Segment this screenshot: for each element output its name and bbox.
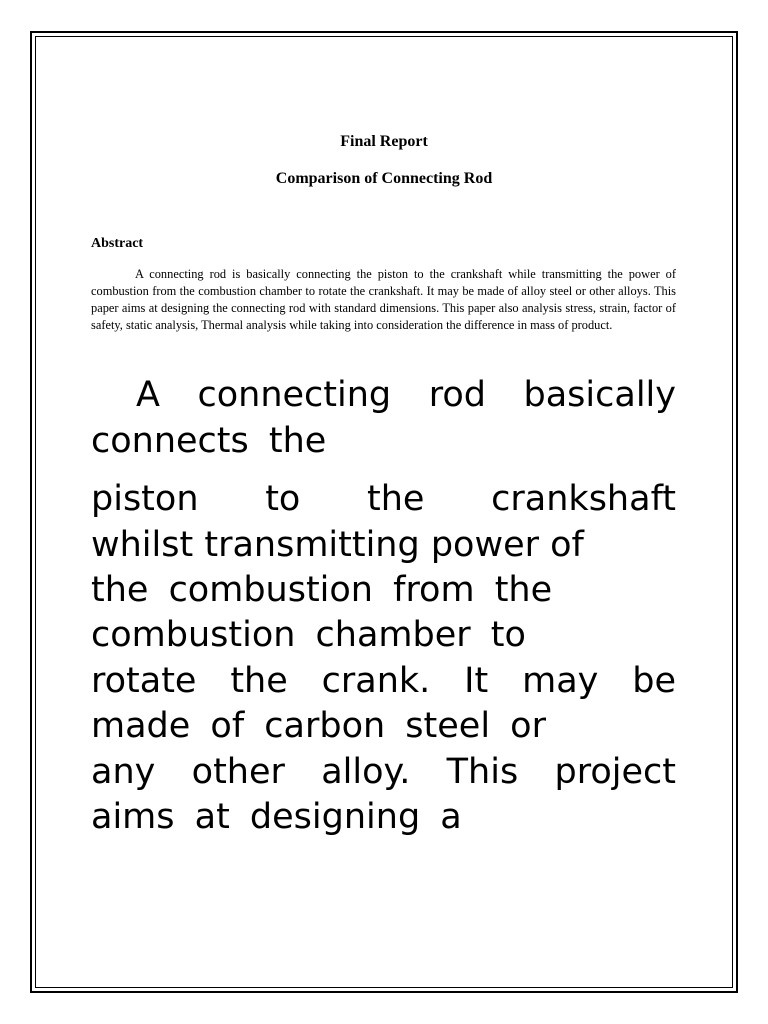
body-line: the combustion from the: [91, 570, 553, 610]
body-line: A connecting rod basically: [136, 375, 676, 415]
body-line: connects the: [91, 421, 327, 461]
body-line: combustion chamber to: [91, 615, 526, 655]
body-line: any other alloy. This project: [91, 752, 676, 792]
body-line: aims at designing a: [91, 797, 462, 837]
body-line: piston to the crankshaft: [91, 479, 676, 519]
report-subtitle: Comparison of Connecting Rod: [275, 170, 493, 187]
body-line: whilst transmitting power of: [91, 525, 584, 565]
body-line: made of carbon steel or: [91, 706, 546, 746]
body-line: rotate the crank. It may be: [91, 661, 676, 701]
abstract-heading: Abstract: [91, 236, 144, 251]
report-title: Final Report: [340, 133, 428, 150]
abstract-paragraph: A connecting rod is basically connecting the piston to the crankshaft while transmitting the power of combustion from the combustion chamber to rotate the crankshaft. It may be made of alloy steel or other alloys. This paper aims at designing the connecting rod with standard dimensions. This paper also analysis stress, strain, factor of safety, static analysis, Thermal analysis while taking into consideration the difference in mass of product.: [91, 267, 676, 332]
